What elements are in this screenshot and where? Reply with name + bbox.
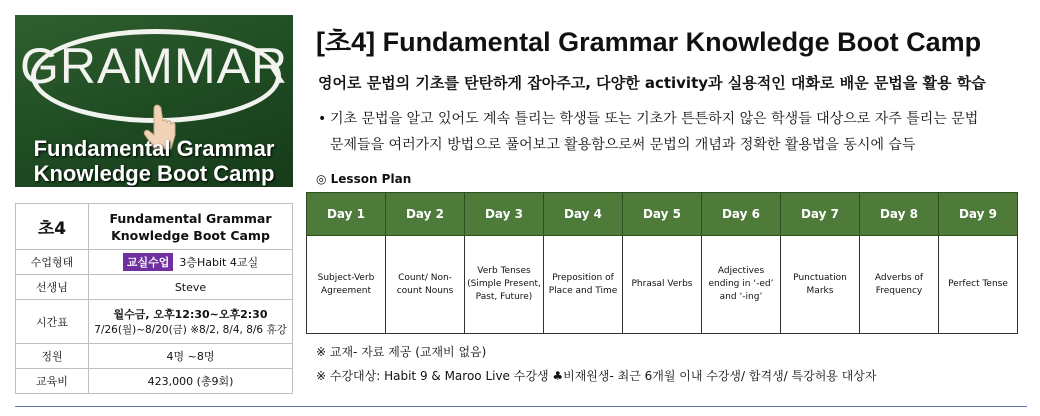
day-header: Day 3	[465, 193, 544, 236]
fee-label: 교육비	[16, 369, 89, 394]
day-topic: Perfect Tense	[939, 236, 1018, 334]
lesson-plan-header-row	[307, 193, 1018, 236]
description-line1: 기초 문법을 알고 있어도 계속 틀리는 학생들 또는 기초가 튼튼하지 않은 학생들 대상으로 자주 틀리는 문법	[330, 111, 979, 127]
lesson-plan-table	[306, 192, 1018, 334]
lesson-plan-topic-row	[307, 236, 1018, 334]
schedule-label: 시간표	[16, 300, 89, 344]
course-title-cell: Fundamental Grammar Knowledge Boot Camp	[89, 204, 293, 250]
hero-caption-line2: Knowledge Boot Camp	[33, 161, 275, 186]
fee-value: 423,000 (총9회)	[89, 369, 293, 394]
day-topic: Count/ Non-count Nouns	[386, 236, 465, 334]
grade-cell: 초4	[16, 204, 89, 250]
day-topic: Phrasal Verbs	[623, 236, 702, 334]
bullet-dot: •	[318, 111, 327, 127]
day-topic: Adverbs of Frequency	[860, 236, 939, 334]
classroom-badge: 교실수업	[123, 253, 174, 271]
classroom-location: 3층Habit 4교실	[179, 256, 259, 269]
class-type-label: 수업형태	[16, 250, 89, 275]
eligibility-note: ※ 수강대상: Habit 9 & Maroo Live 수강생 ♣비재원생- 최근 6개월 이내 수강생/ 합격생/ 특강허용 대상자	[316, 369, 877, 383]
schedule-value	[89, 300, 293, 344]
course-info-table	[15, 203, 293, 394]
page-title: [초4] Fundamental Grammar Knowledge Boot Camp	[316, 27, 982, 57]
schedule-time: 월수금, 오후12:30~오후2:30	[113, 308, 268, 321]
course-hero-image	[15, 15, 293, 187]
day-header: Day 6	[702, 193, 781, 236]
bottom-divider	[15, 406, 1027, 407]
schedule-dates: 7/26(월)~8/20(금) ※8/2, 8/4, 8/6 휴강	[94, 324, 287, 336]
day-topic: Preposition of Place and Time	[544, 236, 623, 334]
day-header: Day 4	[544, 193, 623, 236]
class-type-value	[89, 250, 293, 275]
day-header: Day 5	[623, 193, 702, 236]
materials-note: ※ 교재- 자료 제공 (교재비 없음)	[316, 345, 487, 359]
day-header: Day 9	[939, 193, 1018, 236]
lesson-plan-heading: ◎ Lesson Plan	[316, 172, 412, 186]
day-topic: Adjectives ending in ‘-ed’ and ‘-ing’	[702, 236, 781, 334]
day-header: Day 8	[860, 193, 939, 236]
day-header: Day 7	[781, 193, 860, 236]
teacher-value: Steve	[89, 275, 293, 300]
hero-caption-line1: Fundamental Grammar	[33, 136, 275, 161]
day-topic: Verb Tenses (Simple Present, Past, Future)	[465, 236, 544, 334]
day-header: Day 1	[307, 193, 386, 236]
hero-grammar-word: GRAMMAR	[19, 38, 289, 94]
day-topic: Punctuation Marks	[781, 236, 860, 334]
page-subtitle: 영어로 문법의 기초를 탄탄하게 잡아주고, 다양한 activity과 실용적인 대화로 배운 문법을 활용 학습	[318, 74, 986, 92]
capacity-value: 4명 ~8명	[89, 344, 293, 369]
day-header: Day 2	[386, 193, 465, 236]
teacher-label: 선생님	[16, 275, 89, 300]
capacity-label: 정원	[16, 344, 89, 369]
description-line2: 문제들을 여러가지 방법으로 풀어보고 활용함으로써 문법의 개념과 정확한 활용법을 동시에 습득	[330, 137, 916, 153]
day-topic: Subject-Verb Agreement	[307, 236, 386, 334]
